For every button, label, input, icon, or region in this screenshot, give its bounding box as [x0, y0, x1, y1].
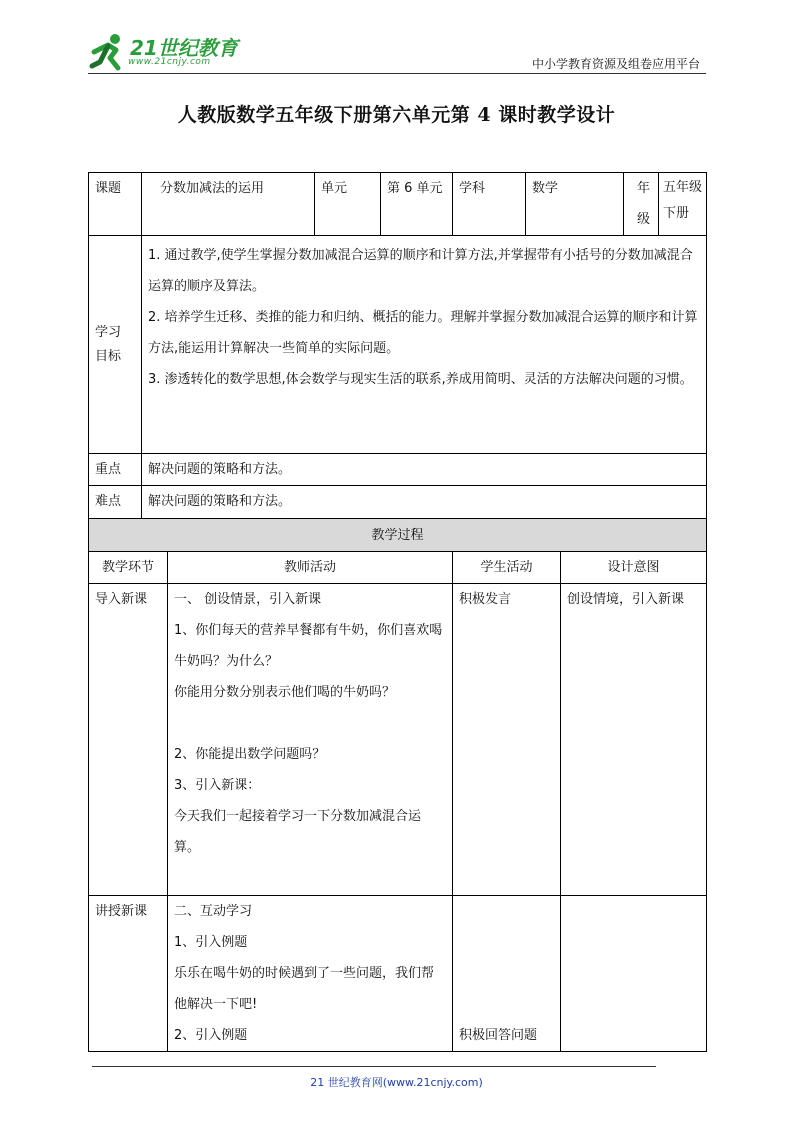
- key-point-label: 重点: [89, 454, 142, 486]
- intro-stage: 导入新课: [89, 584, 168, 896]
- teacher-header: 教师活动: [168, 552, 453, 584]
- subject-value: 数学: [526, 173, 624, 236]
- intro-intent: 创设情境，引入新课: [561, 584, 707, 896]
- intro-line: 1、你们每天的营养早餐都有牛奶，你们喜欢喝牛奶吗？为什么？: [174, 623, 443, 669]
- teach-line: 乐乐在喝牛奶的时候遇到了一些问题，我们帮他解决一下吧!: [174, 966, 435, 1012]
- teach-intent: [561, 896, 707, 1052]
- topic-value: 分数加减法的运用: [142, 173, 315, 236]
- intro-student: 积极发言: [453, 584, 561, 896]
- intro-row: [89, 584, 707, 896]
- objectives-list: [142, 236, 707, 454]
- intro-line: 今天我们一起接着学习一下分数加减混合运算。: [174, 809, 422, 855]
- key-point-value: 解决问题的策略和方法。: [142, 454, 707, 486]
- intent-header: 设计意图: [561, 552, 707, 584]
- runner-logo-icon: [88, 32, 128, 72]
- platform-label: 中小学教育资源及组卷应用平台: [531, 57, 700, 71]
- grade-value: 五年级下册: [659, 173, 707, 236]
- topic-label: 课题: [89, 173, 142, 236]
- process-title: 教学过程: [89, 519, 707, 552]
- unit-value: 第 6 单元: [381, 173, 453, 236]
- logo-url: www.21cnjy.com: [128, 57, 211, 67]
- lesson-table: [88, 172, 707, 1052]
- header-divider: [88, 73, 706, 74]
- teach-line: 2、引入例题: [174, 1028, 248, 1043]
- unit-label: 单元: [315, 173, 381, 236]
- intro-line: 2、你能提出数学问题吗？: [174, 747, 326, 762]
- stage-header: 教学环节: [89, 552, 168, 584]
- objectives-row: [89, 236, 707, 454]
- teach-line: 二、互动学习: [174, 904, 253, 919]
- process-title-row: [89, 519, 707, 552]
- objective-item: 2. 培养学生迁移、类推的能力和归纳、概括的能力。理解并掌握分数加减混合运算的顺序和计算方法,能运用计算解决一些简单的实际问题。: [148, 310, 698, 356]
- teach-line: 1、引入例题: [174, 935, 248, 950]
- subject-label: 学科: [453, 173, 526, 236]
- grade-label: 年级: [624, 173, 659, 236]
- info-row: [89, 173, 707, 236]
- page-title: 人教版数学五年级下册第六单元第 4 课时教学设计: [177, 104, 616, 126]
- objectives-label: 学习目标: [89, 236, 142, 454]
- teach-teacher: [168, 896, 453, 1052]
- teach-student: 积极回答问题: [453, 896, 561, 1052]
- footer-divider: [92, 1066, 656, 1067]
- teach-row: [89, 896, 707, 1052]
- difficulty-label: 难点: [89, 486, 142, 519]
- intro-line: [174, 708, 446, 739]
- intro-line: 3、引入新课：: [174, 778, 261, 793]
- logo-text: 21世纪教育: [130, 36, 238, 60]
- student-header: 学生活动: [453, 552, 561, 584]
- intro-teacher: [168, 584, 453, 896]
- process-header-row: [89, 552, 707, 584]
- difficulty-value: 解决问题的策略和方法。: [142, 486, 707, 519]
- teach-stage: 讲授新课: [89, 896, 168, 1052]
- difficulty-row: [89, 486, 707, 519]
- intro-line: 一、 创设情景，引入新课: [174, 592, 322, 607]
- key-point-row: [89, 454, 707, 486]
- objective-item: 1. 通过教学,使学生掌握分数加减混合运算的顺序和计算方法,并掌握带有小括号的分数加减混合运算的顺序及算法。: [148, 248, 693, 294]
- intro-line: 你能用分数分别表示他们喝的牛奶吗？: [174, 685, 396, 700]
- logo: [88, 30, 268, 74]
- footer-link[interactable]: 21 世纪教育网(www.21cnjy.com): [310, 1076, 483, 1089]
- objective-item: 3. 渗透转化的数学思想,体会数学与现实生活的联系,养成用简明、灵活的方法解决问题的习惯。: [148, 372, 693, 387]
